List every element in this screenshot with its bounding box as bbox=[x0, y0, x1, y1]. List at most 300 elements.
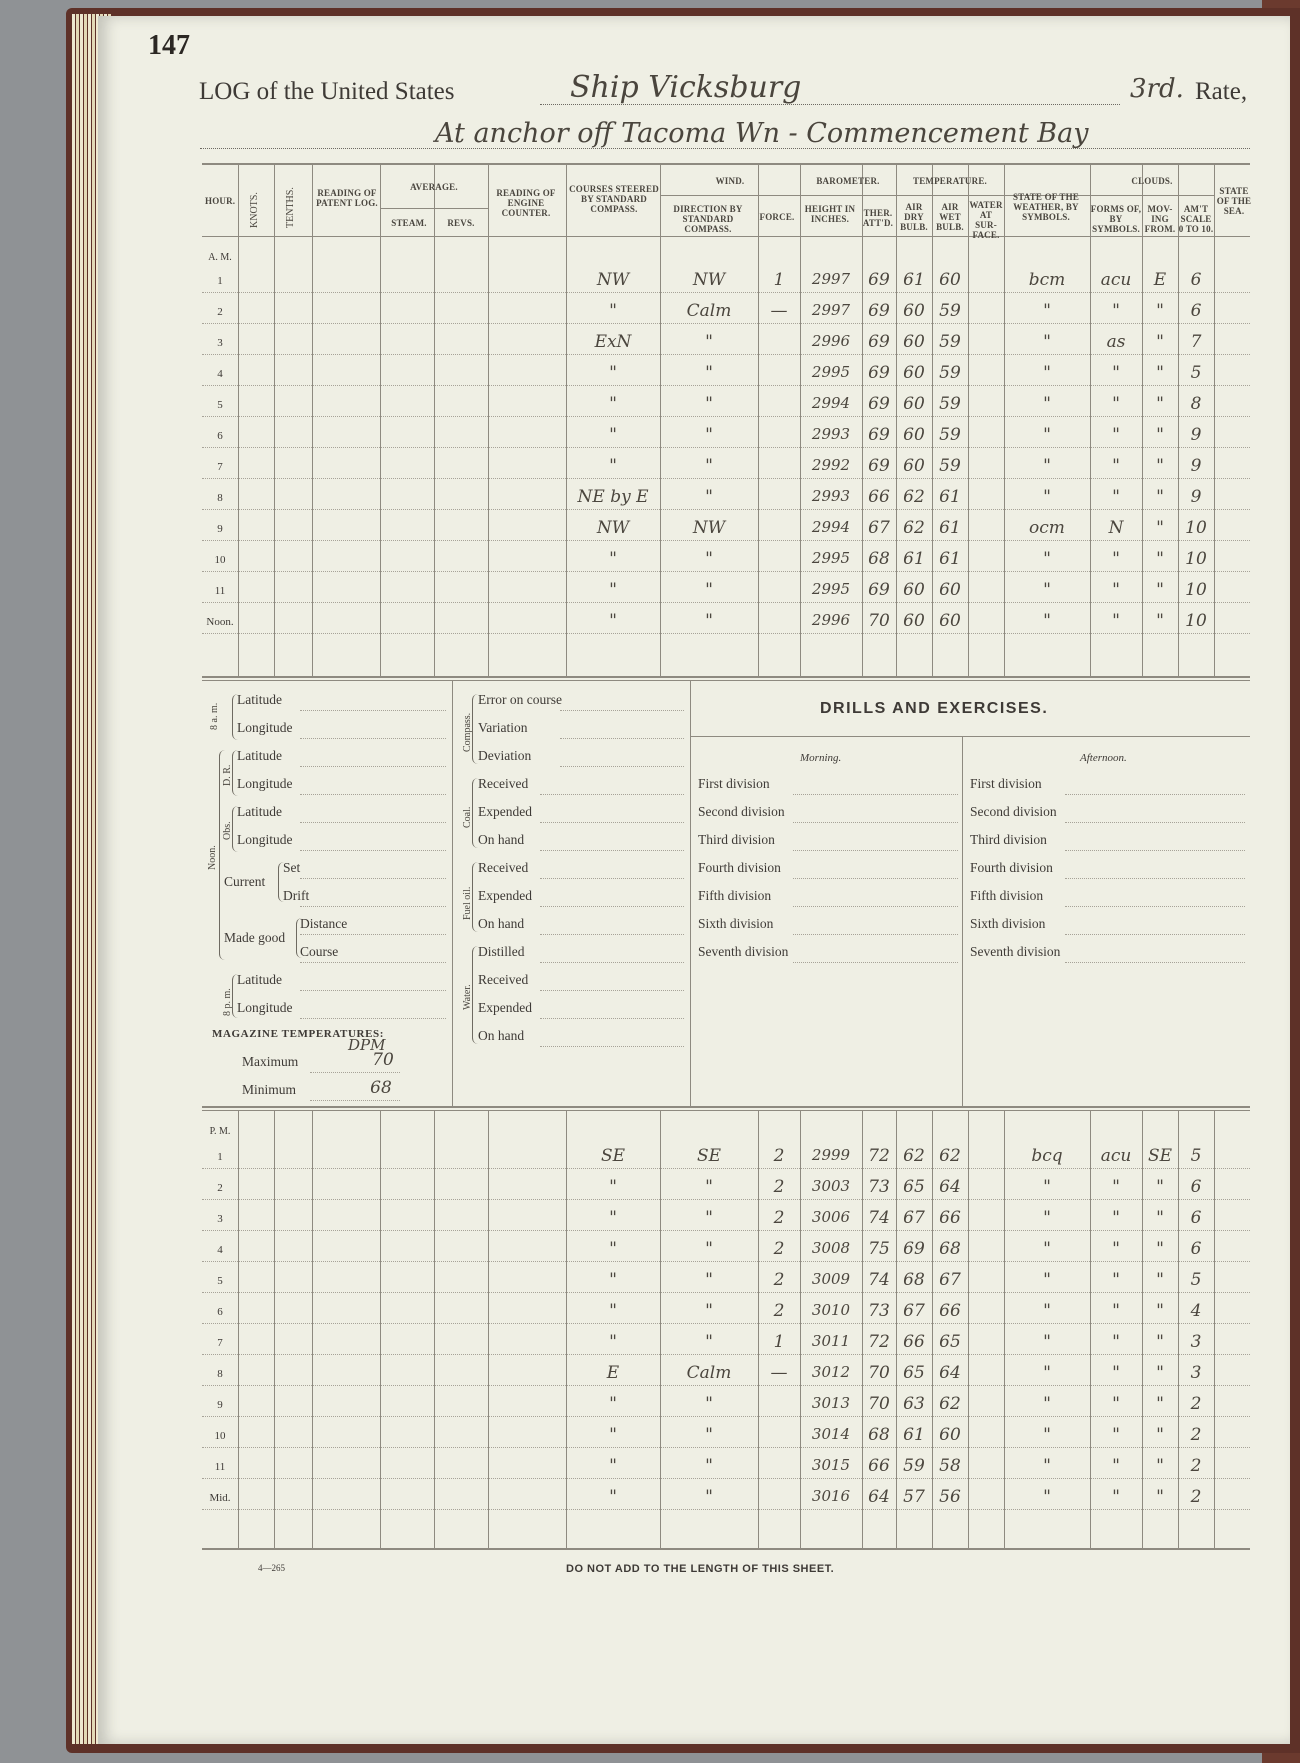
am-wet-cell: 60 bbox=[939, 611, 961, 631]
am-course-cell: " bbox=[609, 549, 617, 569]
am-moving-cell: " bbox=[1156, 425, 1164, 445]
pm-course-cell: " bbox=[609, 1177, 617, 1197]
row-dotted-line bbox=[202, 416, 1250, 417]
col-rule bbox=[1214, 1110, 1215, 1548]
am-amount-cell: 10 bbox=[1185, 549, 1207, 569]
am-ther-cell: 69 bbox=[868, 425, 890, 445]
col-rule bbox=[434, 1110, 435, 1548]
am-height-cell: 2995 bbox=[811, 549, 851, 567]
pm-forms-cell: " bbox=[1112, 1270, 1120, 1290]
am-ther-cell: 70 bbox=[868, 611, 890, 631]
am-forms-cell: acu bbox=[1100, 270, 1132, 290]
pm-moving-cell: " bbox=[1156, 1177, 1164, 1197]
pos-pm-latitude: Latitude bbox=[237, 972, 282, 987]
pm-moving-cell: " bbox=[1156, 1208, 1164, 1228]
col-tenths: TENTHS. bbox=[285, 187, 296, 228]
pm-forms-cell: " bbox=[1112, 1456, 1120, 1476]
fuel-oil-item: On hand bbox=[478, 916, 525, 931]
row-dotted-line bbox=[202, 447, 1250, 448]
col-rule bbox=[566, 1110, 567, 1548]
am-weather-cell: " bbox=[1043, 580, 1051, 600]
col-patent-log: READING OF PATENT LOG. bbox=[316, 188, 378, 208]
col-revs: REVS. bbox=[447, 218, 475, 228]
am-hour-cell: 5 bbox=[217, 399, 223, 411]
am-height-cell: 2993 bbox=[811, 487, 851, 505]
col-sea: STATE OF THE SEA. bbox=[1216, 186, 1252, 216]
pm-course-cell: " bbox=[609, 1456, 617, 1476]
am-wind-dir-cell: " bbox=[705, 332, 713, 352]
pm-forms-cell: " bbox=[1112, 1332, 1120, 1352]
pm-weather-cell: " bbox=[1043, 1332, 1051, 1352]
pm-height-cell: 3006 bbox=[811, 1208, 851, 1226]
pm-course-cell: " bbox=[609, 1394, 617, 1414]
pm-dry-cell: 66 bbox=[903, 1332, 925, 1352]
col-hour: HOUR. bbox=[205, 196, 236, 206]
am-wind-dir-cell: NW bbox=[692, 270, 726, 290]
pos-made-good: Made good bbox=[224, 930, 286, 945]
drill-division-afternoon: Sixth division bbox=[970, 916, 1046, 931]
col-rule bbox=[932, 1110, 933, 1548]
pm-course-cell: E bbox=[606, 1363, 620, 1383]
entry-line bbox=[540, 1018, 684, 1019]
page-number: 147 bbox=[148, 30, 190, 61]
pm-forms-cell: " bbox=[1112, 1394, 1120, 1414]
am-course-cell: ExN bbox=[594, 332, 632, 352]
am-dry-cell: 60 bbox=[903, 394, 925, 414]
rule-pm-top bbox=[202, 1110, 1250, 1111]
entry-line bbox=[540, 878, 684, 879]
drill-entry-line bbox=[1065, 934, 1245, 935]
am-weather-cell: " bbox=[1043, 394, 1051, 414]
col-average: AVERAGE. bbox=[410, 182, 458, 192]
am-hour-cell: 6 bbox=[217, 430, 223, 442]
pm-forms-cell: " bbox=[1112, 1239, 1120, 1259]
col-wind-direction: DIRECTION BY STANDARD COMPASS. bbox=[673, 204, 743, 234]
pm-wet-cell: 60 bbox=[939, 1425, 961, 1445]
pm-moving-cell: " bbox=[1156, 1394, 1164, 1414]
am-dry-cell: 60 bbox=[903, 301, 925, 321]
pm-amount-cell: 2 bbox=[1190, 1456, 1202, 1476]
pos-line bbox=[300, 990, 446, 991]
entry-line bbox=[540, 850, 684, 851]
col-rule bbox=[1178, 1110, 1179, 1548]
am-amount-cell: 5 bbox=[1190, 363, 1202, 383]
rule-top bbox=[202, 163, 1250, 165]
am-wind-dir-cell: " bbox=[705, 425, 713, 445]
row-dotted-line bbox=[202, 1416, 1250, 1417]
pm-amount-cell: 5 bbox=[1190, 1270, 1202, 1290]
pm-wet-cell: 67 bbox=[939, 1270, 961, 1290]
am-ther-cell: 69 bbox=[868, 456, 890, 476]
pm-wind-dir-cell: " bbox=[705, 1394, 713, 1414]
magazine-max-line bbox=[310, 1072, 400, 1073]
am-height-cell: 2997 bbox=[811, 301, 851, 319]
drill-entry-line bbox=[793, 794, 958, 795]
pm-forms-cell: acu bbox=[1100, 1146, 1132, 1166]
pm-weather-cell: " bbox=[1043, 1301, 1051, 1321]
pm-wind-dir-cell: " bbox=[705, 1270, 713, 1290]
col-rule bbox=[380, 163, 381, 676]
pos-am-label: 8 a. m. bbox=[209, 702, 220, 730]
col-courses: COURSES STEERED BY STANDARD COMPASS. bbox=[569, 184, 659, 214]
am-wind-dir-cell: Calm bbox=[686, 301, 732, 321]
pm-amount-cell: 3 bbox=[1190, 1363, 1202, 1383]
pm-height-cell: 3015 bbox=[811, 1456, 851, 1474]
drill-division-morning: Sixth division bbox=[698, 916, 774, 931]
compass-item: Error on course bbox=[478, 692, 562, 707]
pm-dry-cell: 68 bbox=[903, 1270, 925, 1290]
col-rule bbox=[896, 1110, 897, 1548]
col-rule bbox=[758, 1110, 759, 1548]
magazine-min-value: 68 bbox=[370, 1078, 392, 1098]
pm-moving-cell: SE bbox=[1147, 1146, 1173, 1166]
am-hour-cell: 3 bbox=[217, 337, 223, 349]
pm-ther-cell: 74 bbox=[868, 1270, 890, 1290]
col-barometer: BAROMETER. bbox=[816, 176, 880, 186]
pm-hour-cell: 4 bbox=[217, 1244, 223, 1256]
col-rule bbox=[800, 1110, 801, 1548]
drill-entry-line bbox=[793, 878, 958, 879]
pm-ther-cell: 70 bbox=[868, 1363, 890, 1383]
rule-mid-top bbox=[202, 680, 1250, 681]
pm-amount-cell: 6 bbox=[1190, 1239, 1202, 1259]
pm-ther-cell: 73 bbox=[868, 1301, 890, 1321]
am-forms-cell: " bbox=[1112, 580, 1120, 600]
pm-weather-cell: " bbox=[1043, 1270, 1051, 1290]
am-course-cell: " bbox=[609, 580, 617, 600]
pm-course-cell: " bbox=[609, 1208, 617, 1228]
coal-item: On hand bbox=[478, 832, 525, 847]
fuel-oil-item: Expended bbox=[478, 888, 532, 903]
pos-noon-brace bbox=[219, 750, 226, 960]
am-weather-cell: " bbox=[1043, 611, 1051, 631]
am-amount-cell: 8 bbox=[1190, 394, 1202, 414]
am-hour-cell: 9 bbox=[217, 523, 223, 535]
am-course-cell: NW bbox=[596, 518, 630, 538]
magazine-min-label: Minimum bbox=[242, 1082, 297, 1097]
am-height-cell: 2997 bbox=[811, 270, 851, 288]
pos-current: Current bbox=[224, 874, 266, 889]
drill-division-afternoon: Fourth division bbox=[970, 860, 1053, 875]
row-dotted-line bbox=[202, 323, 1250, 324]
pm-moving-cell: " bbox=[1156, 1425, 1164, 1445]
pos-line bbox=[300, 934, 446, 935]
am-wet-cell: 61 bbox=[939, 549, 961, 569]
pm-height-cell: 3014 bbox=[811, 1425, 851, 1443]
am-ther-cell: 69 bbox=[868, 580, 890, 600]
rule-am-bottom bbox=[202, 676, 1250, 678]
drill-entry-line bbox=[793, 822, 958, 823]
ship-name: Ship Vicksburg bbox=[570, 70, 802, 105]
am-wet-cell: 59 bbox=[939, 301, 961, 321]
pm-height-cell: 2999 bbox=[811, 1146, 851, 1164]
page-edge bbox=[72, 14, 75, 1744]
entry-line bbox=[560, 766, 684, 767]
drill-entry-line bbox=[1065, 794, 1245, 795]
col-wind: WIND. bbox=[715, 176, 745, 186]
drill-division-morning: Second division bbox=[698, 804, 785, 819]
am-weather-cell: ocm bbox=[1029, 518, 1065, 538]
pm-wind-dir-cell: " bbox=[705, 1332, 713, 1352]
pm-weather-cell: " bbox=[1043, 1363, 1051, 1383]
pm-dry-cell: 65 bbox=[903, 1177, 925, 1197]
am-dry-cell: 60 bbox=[903, 456, 925, 476]
pm-force-cell: 2 bbox=[773, 1208, 785, 1228]
drill-entry-line bbox=[1065, 962, 1245, 963]
col-rule bbox=[238, 163, 239, 676]
pos-am-latitude: Latitude bbox=[237, 692, 282, 707]
pm-forms-cell: " bbox=[1112, 1487, 1120, 1507]
drill-entry-line bbox=[793, 962, 958, 963]
am-amount-cell: 9 bbox=[1190, 456, 1202, 476]
rule-mid-bottom bbox=[202, 1106, 1250, 1108]
am-wind-dir-cell: NW bbox=[692, 518, 726, 538]
drill-entry-line bbox=[793, 906, 958, 907]
coal-group: Coal. bbox=[462, 806, 473, 828]
pm-wind-dir-cell: " bbox=[705, 1456, 713, 1476]
water-item: Received bbox=[478, 972, 529, 987]
am-course-cell: " bbox=[609, 456, 617, 476]
pm-moving-cell: " bbox=[1156, 1332, 1164, 1352]
am-wet-cell: 61 bbox=[939, 518, 961, 538]
drill-division-morning: Fifth division bbox=[698, 888, 772, 903]
pm-ther-cell: 70 bbox=[868, 1394, 890, 1414]
col-cloud-amount: AM'T SCALE 0 TO 10. bbox=[1178, 204, 1214, 234]
am-wind-dir-cell: " bbox=[705, 394, 713, 414]
am-hour-cell: 11 bbox=[214, 585, 226, 597]
pm-weather-cell: " bbox=[1043, 1394, 1051, 1414]
am-height-cell: 2996 bbox=[811, 332, 851, 350]
water-item: On hand bbox=[478, 1028, 525, 1043]
pos-dr-label: D. R. bbox=[222, 764, 233, 786]
pm-ther-cell: 75 bbox=[868, 1239, 890, 1259]
col-rule bbox=[312, 1110, 313, 1548]
pos-pm-longitude: Longitude bbox=[237, 1000, 293, 1015]
drill-division-afternoon: Second division bbox=[970, 804, 1057, 819]
col-clouds: CLOUDS. bbox=[1131, 176, 1173, 186]
pm-wind-dir-cell: Calm bbox=[686, 1363, 732, 1383]
am-course-cell: " bbox=[609, 425, 617, 445]
pos-obs-label: Obs. bbox=[222, 821, 233, 840]
pos-dr-latitude: Latitude bbox=[237, 748, 282, 763]
pm-dry-cell: 63 bbox=[903, 1394, 925, 1414]
am-moving-cell: E bbox=[1153, 270, 1167, 290]
pm-wet-cell: 66 bbox=[939, 1301, 961, 1321]
pm-amount-cell: 5 bbox=[1190, 1146, 1202, 1166]
pos-line bbox=[300, 962, 446, 963]
water-item: Expended bbox=[478, 1000, 532, 1015]
am-ther-cell: 66 bbox=[868, 487, 890, 507]
entry-line bbox=[540, 962, 684, 963]
am-dry-cell: 62 bbox=[903, 487, 925, 507]
pm-moving-cell: " bbox=[1156, 1301, 1164, 1321]
mid-divider-2 bbox=[690, 680, 691, 1106]
drill-division-afternoon: Seventh division bbox=[970, 944, 1061, 959]
magazine-max-label: Maximum bbox=[242, 1054, 299, 1069]
am-wet-cell: 59 bbox=[939, 332, 961, 352]
pm-wind-dir-cell: " bbox=[705, 1487, 713, 1507]
am-course-cell: NW bbox=[596, 270, 630, 290]
row-dotted-line bbox=[202, 292, 1250, 293]
pm-ther-cell: 66 bbox=[868, 1456, 890, 1476]
drill-division-morning: Third division bbox=[698, 832, 775, 847]
pm-hour-cell: 2 bbox=[217, 1182, 223, 1194]
pm-moving-cell: " bbox=[1156, 1270, 1164, 1290]
col-rule bbox=[274, 1110, 275, 1548]
pos-set: Set bbox=[283, 860, 301, 875]
pm-wet-cell: 62 bbox=[939, 1146, 961, 1166]
col-rule bbox=[758, 163, 759, 676]
pos-line bbox=[300, 850, 446, 851]
pm-hour-cell: 1 bbox=[217, 1151, 223, 1163]
pm-course-cell: " bbox=[609, 1332, 617, 1352]
pm-amount-cell: 2 bbox=[1190, 1425, 1202, 1445]
drill-entry-line bbox=[1065, 878, 1245, 879]
page-edge bbox=[84, 14, 87, 1744]
am-dry-cell: 60 bbox=[903, 363, 925, 383]
am-forms-cell: N bbox=[1108, 518, 1124, 538]
pm-height-cell: 3016 bbox=[811, 1487, 851, 1505]
pos-line bbox=[300, 710, 446, 711]
pm-dry-cell: 65 bbox=[903, 1363, 925, 1383]
page-edge bbox=[76, 14, 79, 1744]
pm-ther-cell: 72 bbox=[868, 1146, 890, 1166]
rule-group-sub bbox=[660, 195, 1214, 196]
entry-line bbox=[540, 822, 684, 823]
am-amount-cell: 10 bbox=[1185, 580, 1207, 600]
magazine-title: MAGAZINE TEMPERATURES: bbox=[212, 1028, 385, 1040]
pos-line bbox=[300, 906, 446, 907]
col-air-dry: AIR DRY BULB. bbox=[900, 202, 928, 232]
am-wet-cell: 59 bbox=[939, 425, 961, 445]
col-rule bbox=[1142, 1110, 1143, 1548]
pm-force-cell: 2 bbox=[773, 1146, 785, 1166]
pos-drift: Drift bbox=[283, 888, 310, 903]
water-item: Distilled bbox=[478, 944, 525, 959]
am-amount-cell: 10 bbox=[1185, 611, 1207, 631]
am-height-cell: 2993 bbox=[811, 425, 851, 443]
coal-item: Expended bbox=[478, 804, 532, 819]
pm-course-cell: " bbox=[609, 1301, 617, 1321]
row-dotted-line bbox=[202, 1509, 1250, 1510]
pm-wet-cell: 56 bbox=[939, 1487, 961, 1507]
am-dry-cell: 60 bbox=[903, 611, 925, 631]
row-dotted-line bbox=[202, 1199, 1250, 1200]
pm-weather-cell: " bbox=[1043, 1239, 1051, 1259]
am-wind-dir-cell: " bbox=[705, 363, 713, 383]
entry-line bbox=[560, 738, 684, 739]
row-dotted-line bbox=[202, 1292, 1250, 1293]
col-rule bbox=[800, 163, 801, 676]
rate-label: Rate, bbox=[1195, 78, 1248, 105]
col-rule bbox=[862, 1110, 863, 1548]
pm-hour-cell: 3 bbox=[217, 1213, 223, 1225]
drill-division-afternoon: Third division bbox=[970, 832, 1047, 847]
pm-amount-cell: 2 bbox=[1190, 1394, 1202, 1414]
entry-line bbox=[540, 906, 684, 907]
pos-line bbox=[300, 1018, 446, 1019]
am-moving-cell: " bbox=[1156, 611, 1164, 631]
drill-entry-line bbox=[793, 850, 958, 851]
am-course-cell: " bbox=[609, 394, 617, 414]
pos-line bbox=[300, 878, 446, 879]
am-amount-cell: 10 bbox=[1185, 518, 1207, 538]
pm-weather-cell: " bbox=[1043, 1487, 1051, 1507]
drill-entry-line bbox=[1065, 906, 1245, 907]
water-group: Water. bbox=[462, 984, 473, 1010]
drill-division-morning: First division bbox=[698, 776, 770, 791]
pm-forms-cell: " bbox=[1112, 1301, 1120, 1321]
pm-dry-cell: 67 bbox=[903, 1208, 925, 1228]
row-dotted-line bbox=[202, 354, 1250, 355]
col-rule bbox=[1090, 1110, 1091, 1548]
col-cloud-forms: FORMS OF, BY SYMBOLS. bbox=[1090, 204, 1142, 234]
drill-entry-line bbox=[1065, 822, 1245, 823]
pos-line bbox=[300, 766, 446, 767]
location-line bbox=[200, 148, 1250, 149]
fuel-oil-item: Received bbox=[478, 860, 529, 875]
col-rule bbox=[1004, 1110, 1005, 1548]
am-height-cell: 2995 bbox=[811, 363, 851, 381]
am-ther-cell: 69 bbox=[868, 394, 890, 414]
pm-hour-cell: 5 bbox=[217, 1275, 223, 1287]
am-hour-cell: 7 bbox=[217, 461, 223, 473]
footer-notice: DO NOT ADD TO THE LENGTH OF THIS SHEET. bbox=[566, 1563, 835, 1575]
pm-dry-cell: 69 bbox=[903, 1239, 925, 1259]
am-course-cell: " bbox=[609, 611, 617, 631]
row-dotted-line bbox=[202, 385, 1250, 386]
am-hour-cell: Noon. bbox=[206, 616, 234, 628]
pm-wind-dir-cell: " bbox=[705, 1239, 713, 1259]
entry-line bbox=[540, 1046, 684, 1047]
pm-wind-dir-cell: " bbox=[705, 1208, 713, 1228]
pm-amount-cell: 3 bbox=[1190, 1332, 1202, 1352]
am-forms-cell: " bbox=[1112, 487, 1120, 507]
pm-force-cell: 2 bbox=[773, 1301, 785, 1321]
col-bar-ther: THER. ATT'D. bbox=[862, 208, 894, 228]
rule-header-bottom bbox=[202, 236, 1250, 237]
pm-amount-cell: 2 bbox=[1190, 1487, 1202, 1507]
pos-line bbox=[300, 794, 446, 795]
pm-amount-cell: 4 bbox=[1190, 1301, 1202, 1321]
am-wet-cell: 59 bbox=[939, 456, 961, 476]
rule-pm-bottom bbox=[202, 1548, 1250, 1550]
pos-course: Course bbox=[300, 944, 339, 959]
ship-name-line bbox=[540, 104, 1120, 105]
pos-line bbox=[300, 822, 446, 823]
row-dotted-line bbox=[202, 1168, 1250, 1169]
col-rule bbox=[660, 1110, 661, 1548]
row-dotted-line bbox=[202, 509, 1250, 510]
am-moving-cell: " bbox=[1156, 487, 1164, 507]
col-rule bbox=[434, 163, 435, 676]
form-number: 4—265 bbox=[258, 1563, 285, 1573]
pm-height-cell: 3013 bbox=[811, 1394, 851, 1412]
pm-ther-cell: 73 bbox=[868, 1177, 890, 1197]
pm-height-cell: 3012 bbox=[811, 1363, 851, 1381]
magazine-note: DPM bbox=[348, 1036, 386, 1054]
pm-weather-cell: " bbox=[1043, 1425, 1051, 1445]
am-wind-dir-cell: " bbox=[705, 580, 713, 600]
am-ther-cell: 67 bbox=[868, 518, 890, 538]
pm-forms-cell: " bbox=[1112, 1363, 1120, 1383]
am-amount-cell: 7 bbox=[1190, 332, 1202, 352]
magazine-max-value: 70 bbox=[372, 1050, 394, 1070]
pm-wet-cell: 68 bbox=[939, 1239, 961, 1259]
am-label: A. M. bbox=[208, 252, 232, 263]
am-weather-cell: " bbox=[1043, 549, 1051, 569]
pm-force-cell: 1 bbox=[773, 1332, 785, 1352]
